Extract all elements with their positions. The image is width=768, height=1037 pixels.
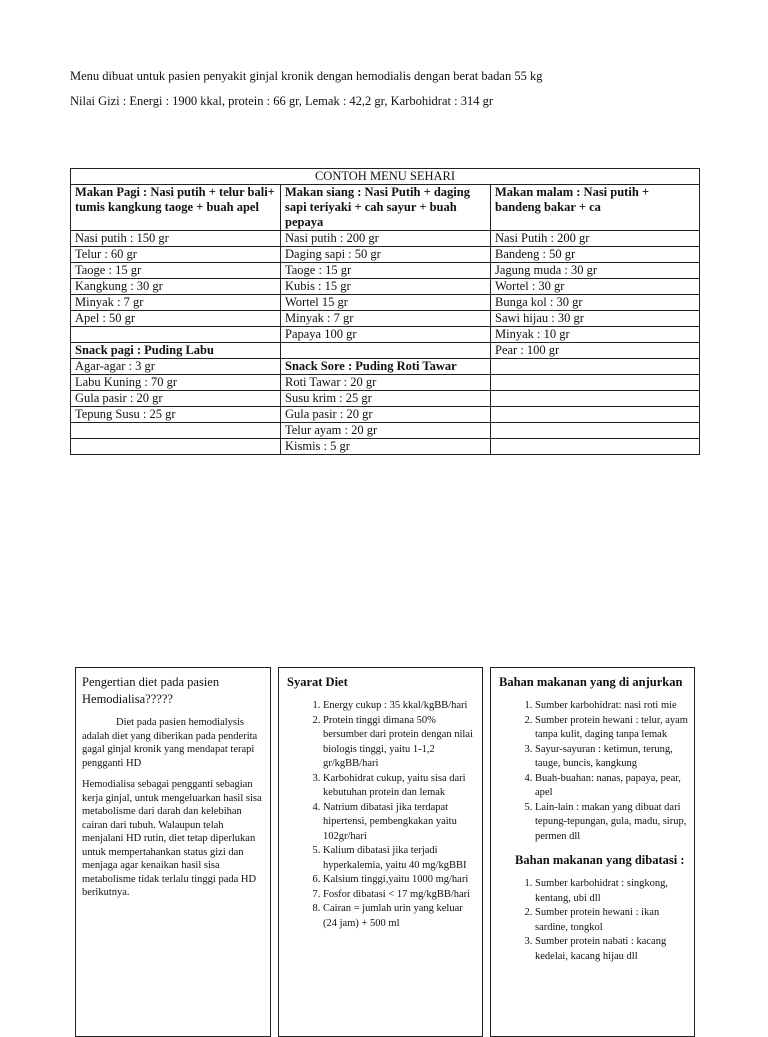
box1-paragraph-2: Hemodialisa sebagai pengganti sebagian kerja ginjal, untuk mengeluarkan hasil sisa metabolisme dari darah dan kelebihan cairan dari tubuh. Walaupun telah menjalani HD rutin, diet tetap diperlukan untuk mempertahankan status gizi dan menjaga agar kenaikan hasil sisa metabolisme tidak terlalu tinggi pada HD berikutnya. [82, 779, 262, 898]
table-cell [281, 343, 491, 359]
recommended-list [499, 699, 688, 844]
table-row [71, 263, 700, 279]
table-cell: Minyak : 7 gr [281, 311, 491, 327]
table-cell: Snack Sore : Puding Roti Tawar [281, 359, 491, 375]
list-item: 1. Sumber karbohidrat : singkong, kentang, ubi dll [535, 877, 688, 906]
table-cell: Pear : 100 gr [491, 343, 700, 359]
table-row [71, 375, 700, 391]
table-row [71, 391, 700, 407]
list-item: 4. Natrium dibatasi jika terdapat hipertensi, pembengkakan yaitu 102gr/hari [323, 801, 476, 845]
list-item: 7. Fosfor dibatasi < 17 mg/kgBB/hari [323, 888, 476, 903]
table-cell: Daging sapi : 50 gr [281, 247, 491, 263]
limited-list [499, 877, 688, 964]
table-cell: Taoge : 15 gr [281, 263, 491, 279]
box1-paragraph-1: Diet pada pasien hemodialysis adalah diet yang diberikan pada penderita gagal ginjal kronik yang mendapat terapi pengganti HD [82, 717, 258, 769]
table-header-row [71, 185, 700, 231]
list-item: 6. Kalsium tinggi,yaitu 1000 mg/hari [323, 873, 476, 888]
table-cell: Susu krim : 25 gr [281, 391, 491, 407]
table-cell: Sawi hijau : 30 gr [491, 311, 700, 327]
table-cell: Nasi Putih : 200 gr [491, 231, 700, 247]
table-cell: Jagung muda : 30 gr [491, 263, 700, 279]
table-cell [491, 439, 700, 455]
table-cell: Agar-agar : 3 gr [71, 359, 281, 375]
table-cell: Tepung Susu : 25 gr [71, 407, 281, 423]
table-cell [491, 391, 700, 407]
box1-title: Pengertian diet pada pasien Hemodialisa????? [82, 675, 220, 706]
table-cell [491, 407, 700, 423]
recommended-foods-box [490, 667, 695, 1037]
list-item: 1. Energy cukup : 35 kkal/kgBB/hari [323, 699, 476, 714]
list-item: 3. Karbohidrat cukup, yaitu sisa dari kebutuhan protein dan lemak [323, 772, 476, 801]
table-cell: Wortel : 30 gr [491, 279, 700, 295]
table-cell: Minyak : 10 gr [491, 327, 700, 343]
list-item: 2. Sumber protein hewani : ikan sardine, tongkol [535, 906, 688, 935]
requirements-list [287, 699, 476, 931]
table-cell: Wortel 15 gr [281, 295, 491, 311]
diet-requirements-box [278, 667, 483, 1037]
table-cell [71, 423, 281, 439]
table-cell: Labu Kuning : 70 gr [71, 375, 281, 391]
table-cell [71, 439, 281, 455]
table-cell [491, 423, 700, 439]
table-cell: Kubis : 15 gr [281, 279, 491, 295]
list-item: 2. Sumber protein hewani : telur, ayam tanpa kulit, daging tanpa lemak [535, 714, 688, 743]
table-cell: Kangkung : 30 gr [71, 279, 281, 295]
table-cell: Minyak : 7 gr [71, 295, 281, 311]
table-cell: Kismis : 5 gr [281, 439, 491, 455]
limited-foods-title: Bahan makanan yang dibatasi : [515, 853, 685, 867]
table-row [71, 279, 700, 295]
header-lunch: Makan siang : Nasi Putih + daging sapi teriyaki + cah sayur + buah pepaya [281, 185, 491, 231]
table-row [71, 439, 700, 455]
header-breakfast: Makan Pagi : Nasi putih + telur bali+ tumis kangkung taoge + buah apel [71, 185, 281, 231]
table-cell: Bandeng : 50 gr [491, 247, 700, 263]
list-item: 8. Cairan = jumlah urin yang keluar (24 jam) + 500 ml [323, 902, 476, 931]
box3-title: Bahan makanan yang di anjurkan [499, 675, 683, 689]
list-item: 5. Kalium dibatasi jika terjadi hyperkalemia, yaitu 40 mg/kgBBI [323, 844, 476, 873]
table-cell: Apel : 50 gr [71, 311, 281, 327]
table-cell: Gula pasir : 20 gr [281, 407, 491, 423]
list-item: 3. Sayur-sayuran : ketimun, terung, tauge, buncis, kangkung [535, 743, 688, 772]
table-cell: Nasi putih : 150 gr [71, 231, 281, 247]
table-cell [491, 359, 700, 375]
diet-definition-box [75, 667, 271, 1037]
table-row [71, 295, 700, 311]
table-cell: Telur : 60 gr [71, 247, 281, 263]
table-cell [491, 375, 700, 391]
list-item: 3. Sumber protein nabati : kacang kedelai, kacang hijau dll [535, 935, 688, 964]
table-cell: Nasi putih : 200 gr [281, 231, 491, 247]
daily-menu-table [70, 168, 700, 455]
table-title: CONTOH MENU SEHARI [71, 169, 700, 185]
list-item: 1. Sumber karbohidrat: nasi roti mie [535, 699, 688, 714]
list-item: 4. Buah-buahan: nanas, papaya, pear, apel [535, 772, 688, 801]
header-dinner: Makan malam : Nasi putih + bandeng bakar + ca [491, 185, 700, 231]
table-cell: Snack pagi : Puding Labu [71, 343, 281, 359]
table-row [71, 231, 700, 247]
intro-line-1: Menu dibuat untuk pasien penyakit ginjal kronik dengan hemodialis dengan berat badan 55 kg [70, 69, 543, 83]
box2-title: Syarat Diet [287, 675, 348, 689]
table-cell: Gula pasir : 20 gr [71, 391, 281, 407]
nutrition-values-line: Nilai Gizi : Energi : 1900 kkal, protein : 66 gr, Lemak : 42,2 gr, Karbohidrat : 314 gr [70, 94, 493, 108]
table-cell: Roti Tawar : 20 gr [281, 375, 491, 391]
table-row [71, 327, 700, 343]
table-row [71, 423, 700, 439]
table-row [71, 359, 700, 375]
table-cell [71, 327, 281, 343]
table-cell: Taoge : 15 gr [71, 263, 281, 279]
table-cell: Telur ayam : 20 gr [281, 423, 491, 439]
table-row [71, 407, 700, 423]
table-cell: Papaya 100 gr [281, 327, 491, 343]
table-row [71, 247, 700, 263]
table-row [71, 311, 700, 327]
list-item: 5. Lain-lain : makan yang dibuat dari tepung-tepungan, gula, madu, sirup, permen dll [535, 801, 688, 845]
table-title-row [71, 169, 700, 185]
table-cell: Bunga kol : 30 gr [491, 295, 700, 311]
list-item: 2. Protein tinggi dimana 50% bersumber dari protein dengan nilai biologis tinggi, yaitu 1-1,2 gr/kgBB/hari [323, 714, 476, 772]
table-row [71, 343, 700, 359]
